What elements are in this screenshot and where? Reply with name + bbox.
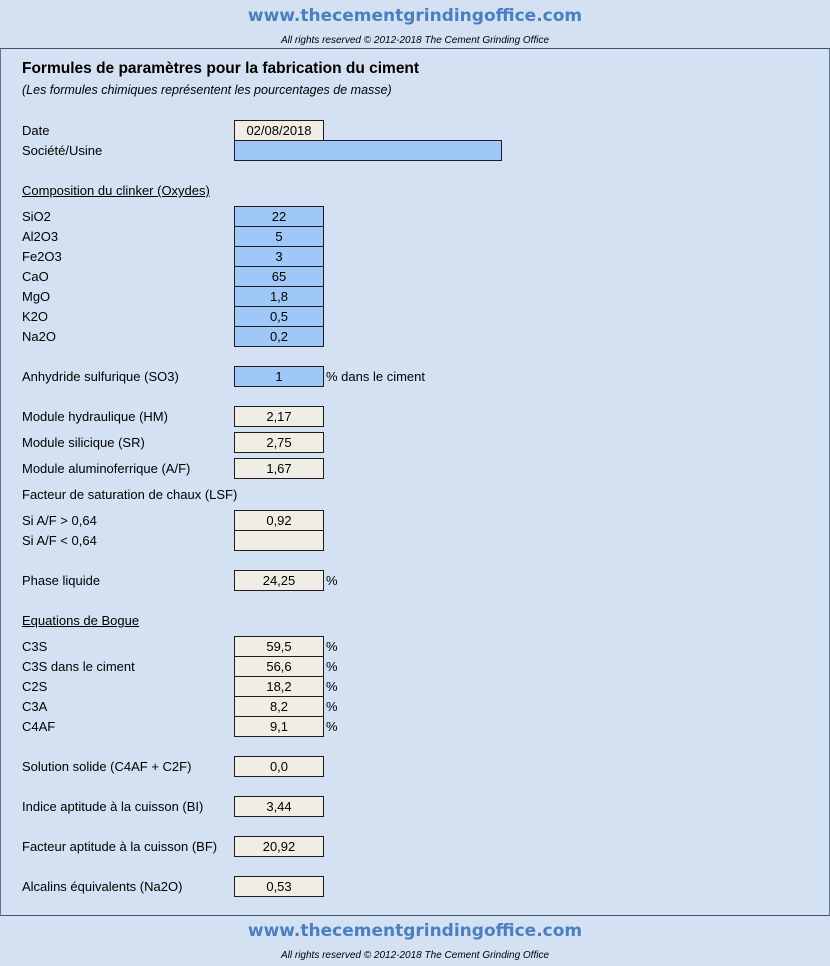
c3s-unit: % [326, 639, 338, 654]
na2o-label: Na2O [22, 329, 56, 344]
bogue-heading: Equations de Bogue [22, 613, 140, 628]
sr-label: Module silicique (SR) [22, 435, 145, 450]
bi-value: 3,44 [234, 796, 324, 817]
af-label: Module aluminoferrique (A/F) [22, 461, 191, 476]
company-field[interactable] [234, 140, 502, 161]
c4af-unit: % [326, 719, 338, 734]
sio2-field[interactable]: 22 [234, 206, 324, 227]
k2o-field[interactable]: 0,5 [234, 306, 324, 327]
na2o-field[interactable]: 0,2 [234, 326, 324, 347]
lsf-heading: Facteur de saturation de chaux (LSF) [22, 487, 238, 502]
liquid-label: Phase liquide [22, 573, 101, 588]
c3s-cement-label: C3S dans le ciment [22, 659, 135, 674]
so3-field[interactable]: 1 [234, 366, 324, 387]
c3s-value: 59,5 [234, 636, 324, 657]
site-url-footer[interactable]: www.thecementgrindingoffice.com [247, 921, 583, 941]
solid-solution-value: 0,0 [234, 756, 324, 777]
clinker-heading: Composition du clinker (Oxydes) [22, 183, 210, 198]
bf-label: Facteur aptitude à la cuisson (BF) [22, 839, 218, 854]
bi-label: Indice aptitude à la cuisson (BI) [22, 799, 204, 814]
c3a-label: C3A [22, 699, 48, 714]
site-url-header[interactable]: www.thecementgrindingoffice.com [247, 6, 583, 26]
c4af-label: C4AF [22, 719, 56, 734]
lsf-gt-value: 0,92 [234, 510, 324, 531]
hm-label: Module hydraulique (HM) [22, 409, 168, 424]
content-frame [0, 48, 830, 916]
c3s-cement-unit: % [326, 659, 338, 674]
date-field[interactable]: 02/08/2018 [234, 120, 324, 141]
so3-label: Anhydride sulfurique (SO3) [22, 369, 179, 384]
al2o3-label: Al2O3 [22, 229, 59, 244]
alkali-label: Alcalins équivalents (Na2O) [22, 879, 183, 894]
lsf-lt-value [234, 530, 324, 551]
lsf-gt-label: Si A/F > 0,64 [22, 513, 97, 528]
company-label: Société/Usine [22, 143, 103, 158]
c2s-unit: % [326, 679, 338, 694]
cao-label: CaO [22, 269, 49, 284]
c2s-label: C2S [22, 679, 48, 694]
cao-field[interactable]: 65 [234, 266, 324, 287]
c4af-value: 9,1 [234, 716, 324, 737]
c3a-value: 8,2 [234, 696, 324, 717]
k2o-label: K2O [22, 309, 49, 324]
lsf-lt-label: Si A/F < 0,64 [22, 533, 97, 548]
copyright-footer: All rights reserved © 2012-2018 The Cement Grinding Office [280, 950, 550, 961]
mgo-field[interactable]: 1,8 [234, 286, 324, 307]
liquid-unit: % [326, 573, 338, 588]
mgo-label: MgO [22, 289, 51, 304]
af-value: 1,67 [234, 458, 324, 479]
solid-solution-label: Solution solide (C4AF + C2F) [22, 759, 192, 774]
page-title: Formules de paramètres pour la fabrication du ciment [22, 60, 420, 77]
fe2o3-field[interactable]: 3 [234, 246, 324, 267]
sr-value: 2,75 [234, 432, 324, 453]
copyright-header: All rights reserved © 2012-2018 The Cement Grinding Office [280, 35, 550, 46]
c3a-unit: % [326, 699, 338, 714]
sio2-label: SiO2 [22, 209, 51, 224]
page-subtitle: (Les formules chimiques représentent les pourcentages de masse) [22, 83, 392, 97]
hm-value: 2,17 [234, 406, 324, 427]
fe2o3-label: Fe2O3 [22, 249, 62, 264]
so3-unit: % dans le ciment [326, 369, 425, 384]
c2s-value: 18,2 [234, 676, 324, 697]
liquid-value: 24,25 [234, 570, 324, 591]
c3s-label: C3S [22, 639, 48, 654]
c3s-cement-value: 56,6 [234, 656, 324, 677]
date-label: Date [22, 123, 50, 138]
bf-value: 20,92 [234, 836, 324, 857]
alkali-value: 0,53 [234, 876, 324, 897]
al2o3-field[interactable]: 5 [234, 226, 324, 247]
